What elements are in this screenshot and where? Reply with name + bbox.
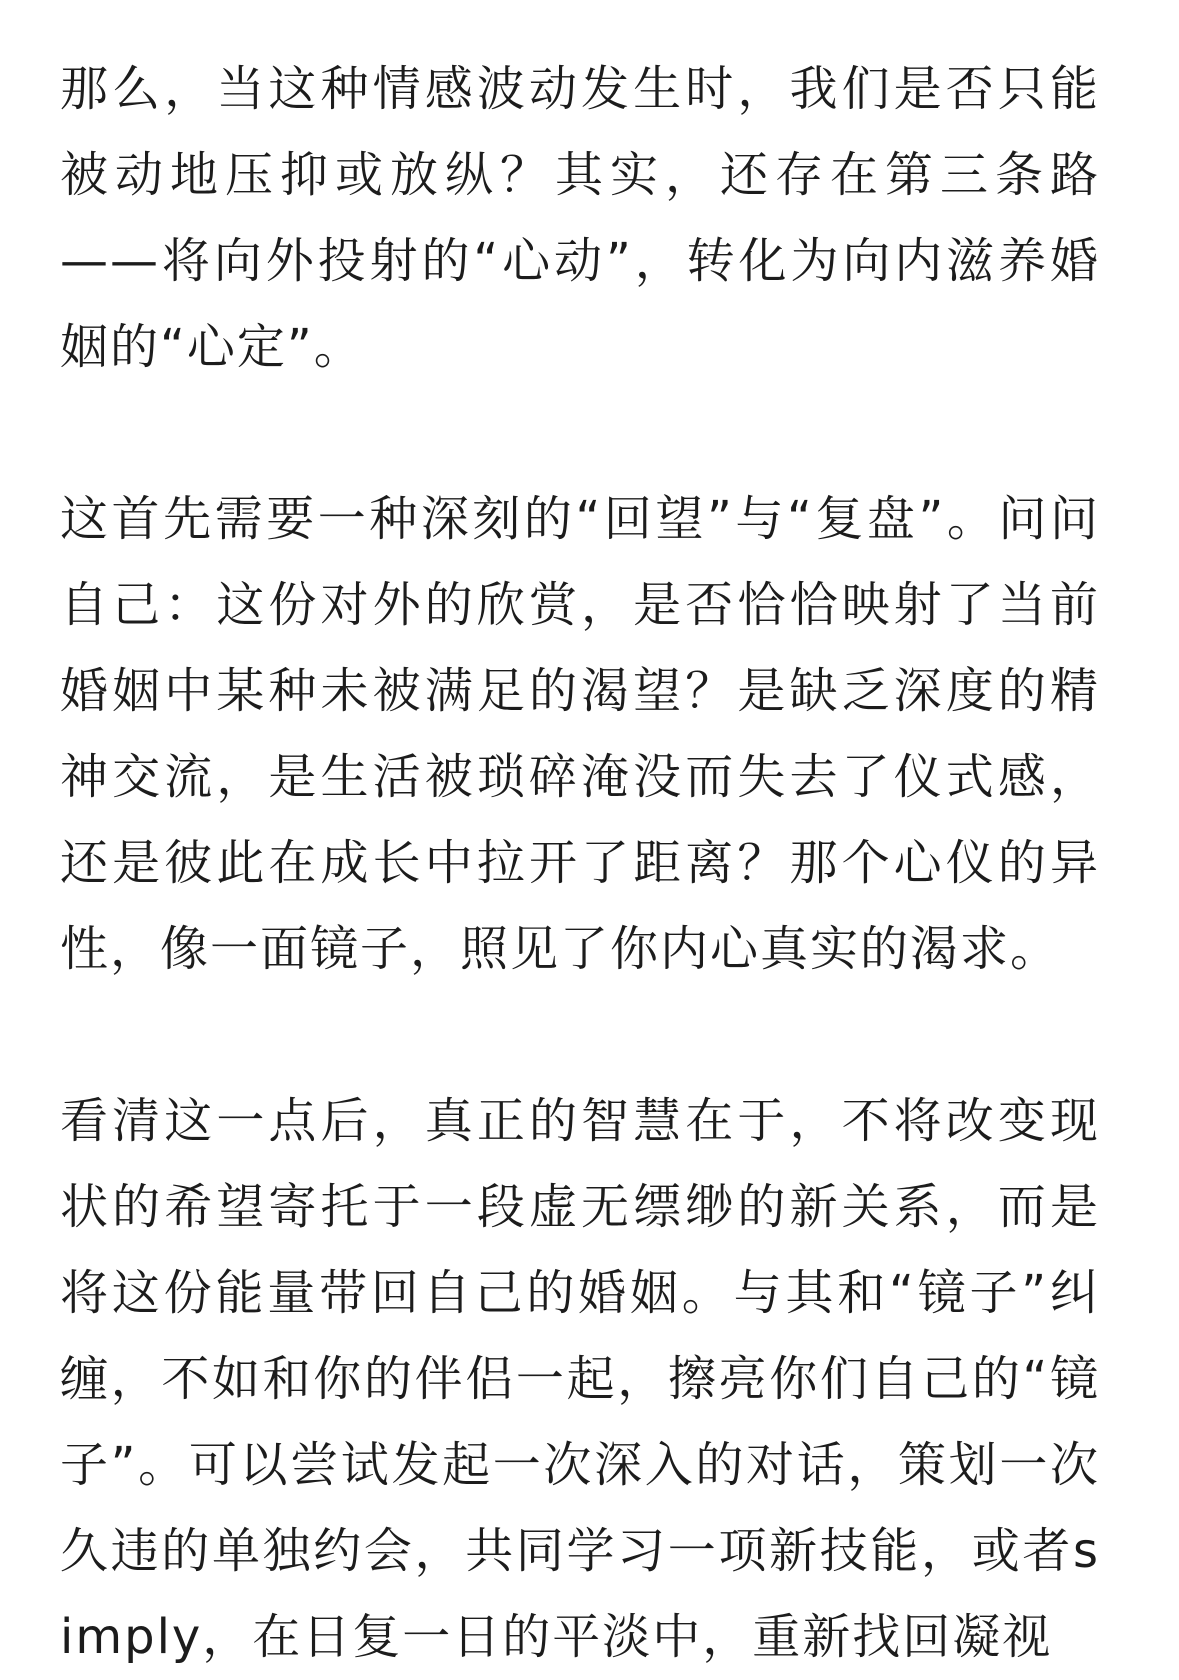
article-body [60,46,1100,1680]
paragraph-1: 那么，当这种情感波动发生时，我们是否只能被动地压抑或放纵？其实，还存在第三条路——将向外投射的“心动”，转化为向内滋养婚姻的“心定”。 [60,61,1100,375]
paragraph-3: 看清这一点后，真正的智慧在于，不将改变现状的希望寄托于一段虚无缥缈的新关系，而是将这份能量带回自己的婚姻。与其和“镜子”纠缠，不如和你的伴侣一起，擦亮你们自己的“镜子”。可以尝试发起一次深入的对话，策划一次久违的单独约会，共同学习一项新技能，或者simply，在日复一日的平淡中，重新找回凝视 [60,1093,1100,1665]
paragraph-2: 这首先需要一种深刻的“回望”与“复盘”。问问自己：这份对外的欣赏，是否恰恰映射了当前婚姻中某种未被满足的渴望？是缺乏深度的精神交流，是生活被琐碎淹没而失去了仪式感，还是彼此在成长中拉开了距离？那个心仪的异性，像一面镜子，照见了你内心真实的渴求。 [60,491,1100,977]
